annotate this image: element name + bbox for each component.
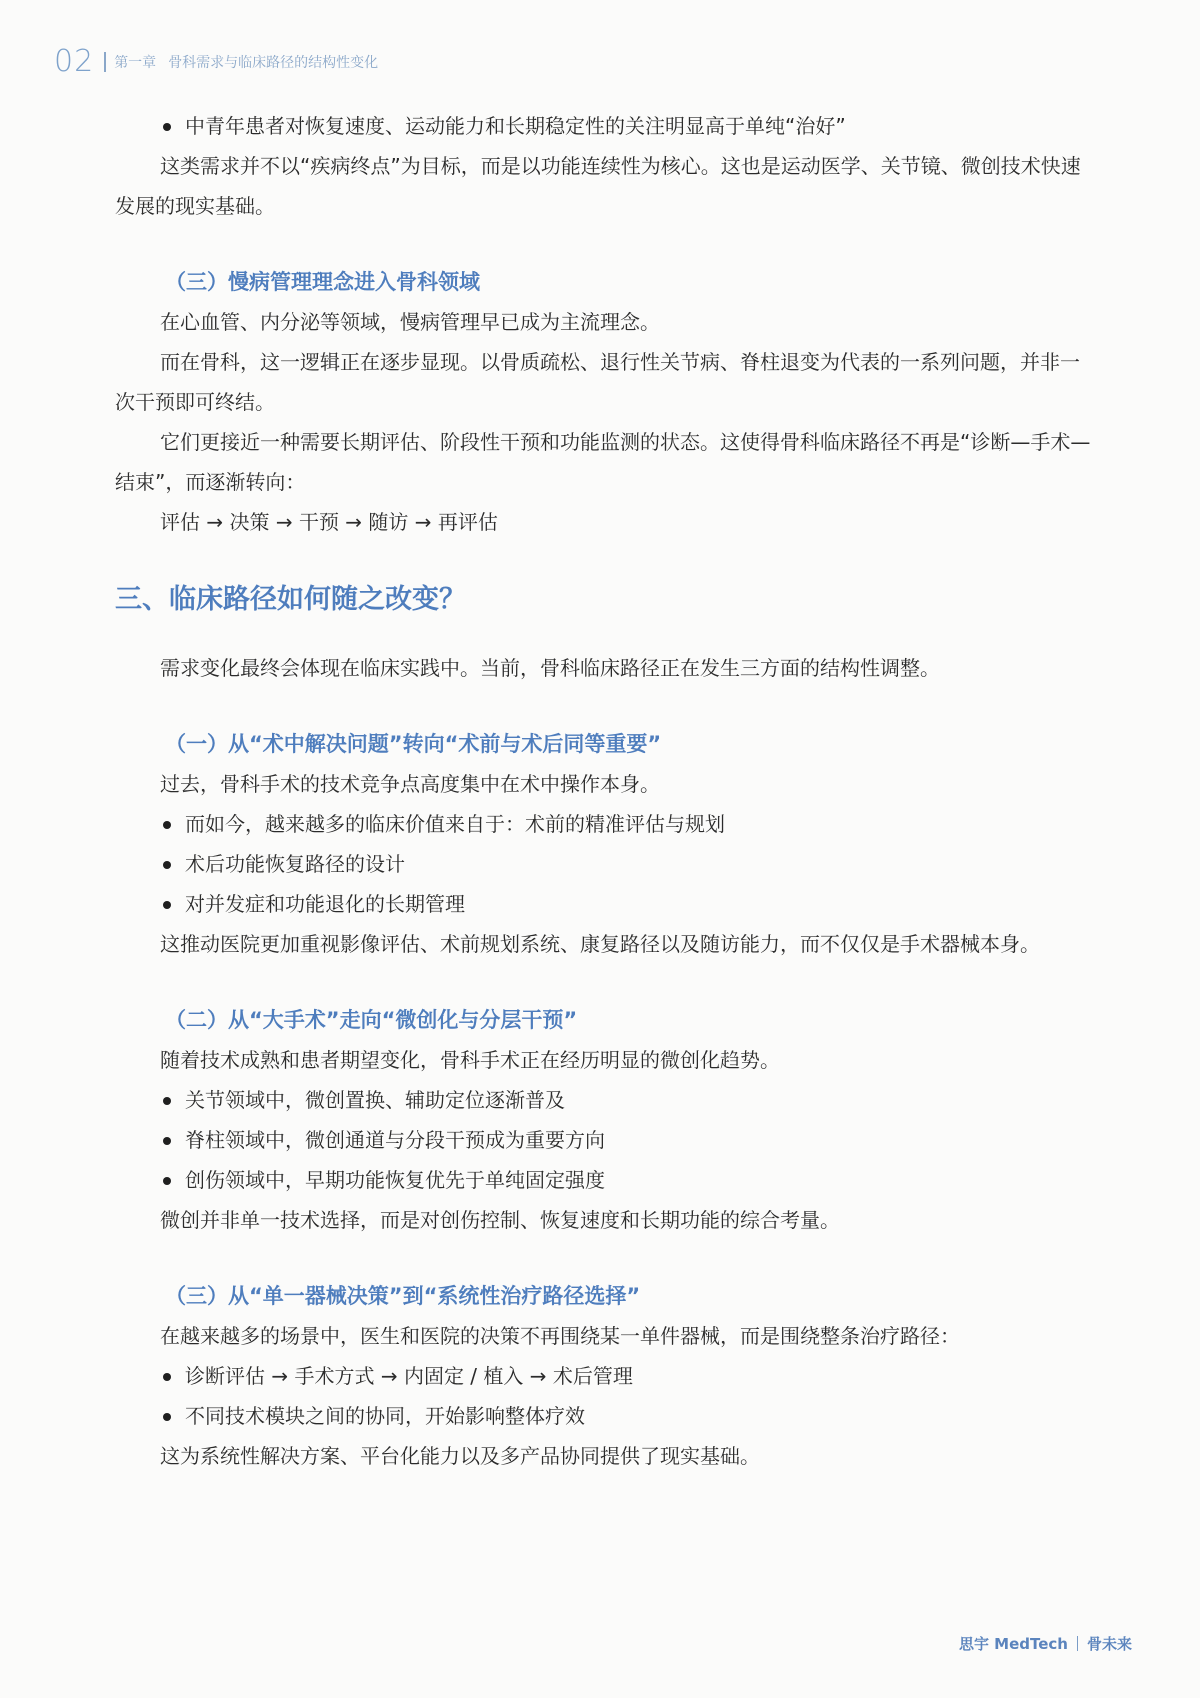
page-body [115,106,1095,1476]
flow-text: 评估 → 决策 → 干预 → 随访 → 再评估 [160,510,498,534]
paragraph: 在心血管、内分泌等领域，慢病管理早已成为主流理念。 [160,310,660,334]
bullet-dot [163,123,171,131]
bullet-dot [163,1177,171,1185]
list-item [115,1120,1095,1160]
list-item [115,1160,1095,1200]
list-item-text: 中青年患者对恢复速度、运动能力和长期稳定性的关注明显高于单纯“治好” [185,114,846,138]
section-heading: （一）从“术中解决问题”转向“术前与术后同等重要” [165,732,662,756]
list-item [115,804,1095,844]
list-item [115,884,1095,924]
list-item-text: 诊断评估 → 手术方式 → 内固定 / 植入 → 术后管理 [185,1364,633,1388]
paragraph: 这为系统性解决方案、平台化能力以及多产品协同提供了现实基础。 [160,1444,760,1468]
paragraph: 这推动医院更加重视影像评估、术前规划系统、康复路径以及随访能力，而不仅仅是手术器械本身。 [160,932,1040,956]
bullet-dot [163,1137,171,1145]
chapter-label: 第一章 [114,54,157,71]
paragraph: 过去，骨科手术的技术竞争点高度集中在术中操作本身。 [160,772,660,796]
list-item [115,1356,1095,1396]
bullet-dot [163,1413,171,1421]
bullet-dot [163,901,171,909]
footer-divider [1077,1636,1078,1651]
bullet-dot [163,861,171,869]
list-item-text: 术后功能恢复路径的设计 [185,852,405,876]
paragraph: 随着技术成熟和患者期望变化，骨科手术正在经历明显的微创化趋势。 [160,1048,780,1072]
paragraph: 在越来越多的场景中，医生和医院的决策不再围绕某一单件器械，而是围绕整条治疗路径： [160,1324,960,1348]
paragraph: 微创并非单一技术选择，而是对创伤控制、恢复速度和长期功能的综合考量。 [160,1208,840,1232]
list-item [115,1396,1095,1436]
footer-brand: 思宇 MedTech [958,1635,1068,1653]
section-heading: （二）从“大手术”走向“微创化与分层干预” [165,1008,578,1032]
list-item [115,844,1095,884]
paragraph: 需求变化最终会体现在临床实践中。当前，骨科临床路径正在发生三方面的结构性调整。 [160,656,940,680]
section-heading: （三）从“单一器械决策”到“系统性治疗路径选择” [165,1284,641,1308]
part-heading: 三、临床路径如何随之改变？ [115,584,466,615]
list-item [115,106,1095,146]
bullet-dot [163,1373,171,1381]
footer-sub: 骨未来 [1086,1635,1132,1653]
page-footer [959,1633,1132,1654]
list-item-text: 脊柱领域中，微创通道与分段干预成为重要方向 [185,1128,605,1152]
chapter-title: 骨科需求与临床路径的结构性变化 [168,54,379,71]
bullet-dot [163,821,171,829]
paragraph: 它们更接近一种需要长期评估、阶段性干预和功能监测的状态。这使得骨科临床路径不再是“诊断—手术—结束”，而逐渐转向： [115,430,1091,494]
list-item-text: 而如今，越来越多的临床价值来自于：术前的精准评估与规划 [185,812,725,836]
list-item-text: 不同技术模块之间的协同，开始影响整体疗效 [185,1404,585,1428]
list-item-text: 创伤领域中，早期功能恢复优先于单纯固定强度 [185,1168,605,1192]
list-item [115,1080,1095,1120]
list-item-text: 对并发症和功能退化的长期管理 [185,892,465,916]
page-header [54,44,378,79]
paragraph: 而在骨科，这一逻辑正在逐步显现。以骨质疏松、退行性关节病、脊柱退变为代表的一系列问题，并非一次干预即可终结。 [115,350,1080,414]
paragraph: 这类需求并不以“疾病终点”为目标，而是以功能连续性为核心。这也是运动医学、关节镜、微创技术快速发展的现实基础。 [115,154,1081,218]
section-heading: （三）慢病管理理念进入骨科领域 [165,270,480,294]
list-item-text: 关节领域中，微创置换、辅助定位逐渐普及 [185,1088,565,1112]
header-divider [104,52,106,72]
bullet-dot [163,1097,171,1105]
page-number: 02 [54,44,95,79]
